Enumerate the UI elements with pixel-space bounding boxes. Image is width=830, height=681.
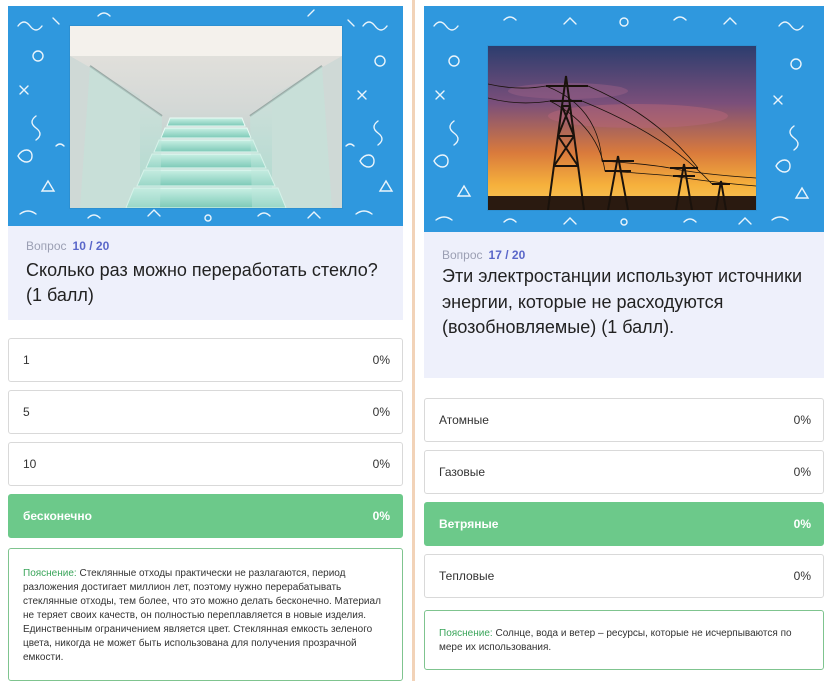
- answer-percent: 0%: [793, 517, 811, 531]
- answer-label: 1: [23, 353, 30, 367]
- answer-label: бесконечно: [23, 509, 92, 523]
- power-lines-sunset-image: [488, 46, 756, 210]
- answer-label: Тепловые: [439, 569, 495, 583]
- answer-percent: 0%: [793, 465, 811, 479]
- quiz-card-left: [0, 0, 410, 681]
- answer-option[interactable]: [424, 450, 824, 494]
- explanation-box: [424, 610, 824, 670]
- question-block: [424, 232, 824, 378]
- answer-option[interactable]: [424, 398, 824, 442]
- question-current: 10: [72, 239, 86, 253]
- question-text: Эти электростанции используют источники энергии, которые не расходуются (возобновляемые) (1 балл).: [442, 266, 803, 337]
- glass-staircase-image: [70, 26, 342, 208]
- question-current: 17: [488, 248, 502, 262]
- question-label: Вопрос: [442, 248, 483, 262]
- quiz-card-right: [418, 0, 830, 681]
- answer-percent: 0%: [793, 569, 811, 583]
- explanation-text: Стеклянные отходы практически не разлагаются, период разложения достигает миллион лет, поэтому нужно перерабатывать стеклянные отходы, тем более, что это можно делать бесконечно. Материал не теряет своих качеств, он полностью переплавляется в новые изделия. Единственным ограничением является цвет. Стеклянная емкость зеленого цвета, никогда не может быть использована для получения прозрачной емкости.: [23, 568, 381, 663]
- answer-option[interactable]: [424, 554, 824, 598]
- explanation-label: Пояснение:: [439, 628, 493, 639]
- question-hero: [424, 6, 824, 232]
- question-hero: [8, 6, 403, 226]
- answer-label: Атомные: [439, 413, 489, 427]
- explanation-box: [8, 548, 403, 681]
- answer-option-correct[interactable]: [424, 502, 824, 546]
- answer-percent: 0%: [372, 353, 390, 367]
- question-label: Вопрос: [26, 239, 67, 253]
- question-counter: [442, 248, 525, 262]
- answer-label: Ветряные: [439, 517, 499, 531]
- question-text: Сколько раз можно переработать стекло? (1 балл): [26, 260, 378, 305]
- question-total: / 20: [89, 239, 110, 253]
- answer-label: 5: [23, 405, 30, 419]
- answer-option[interactable]: [8, 442, 403, 486]
- explanation-text: Солнце, вода и ветер – ресурсы, которые не исчерпываются по мере их использования.: [439, 628, 792, 653]
- answer-percent: 0%: [793, 413, 811, 427]
- answer-option-correct[interactable]: [8, 494, 403, 538]
- question-block: [8, 226, 403, 320]
- answer-percent: 0%: [372, 509, 390, 523]
- answer-label: Газовые: [439, 465, 486, 479]
- answer-percent: 0%: [372, 457, 390, 471]
- answer-label: 10: [23, 457, 37, 471]
- question-total: / 20: [505, 248, 526, 262]
- answer-percent: 0%: [372, 405, 390, 419]
- answer-option[interactable]: [8, 338, 403, 382]
- explanation-label: Пояснение:: [23, 568, 77, 579]
- question-counter: [26, 239, 109, 253]
- panel-divider: [412, 0, 415, 681]
- answer-option[interactable]: [8, 390, 403, 434]
